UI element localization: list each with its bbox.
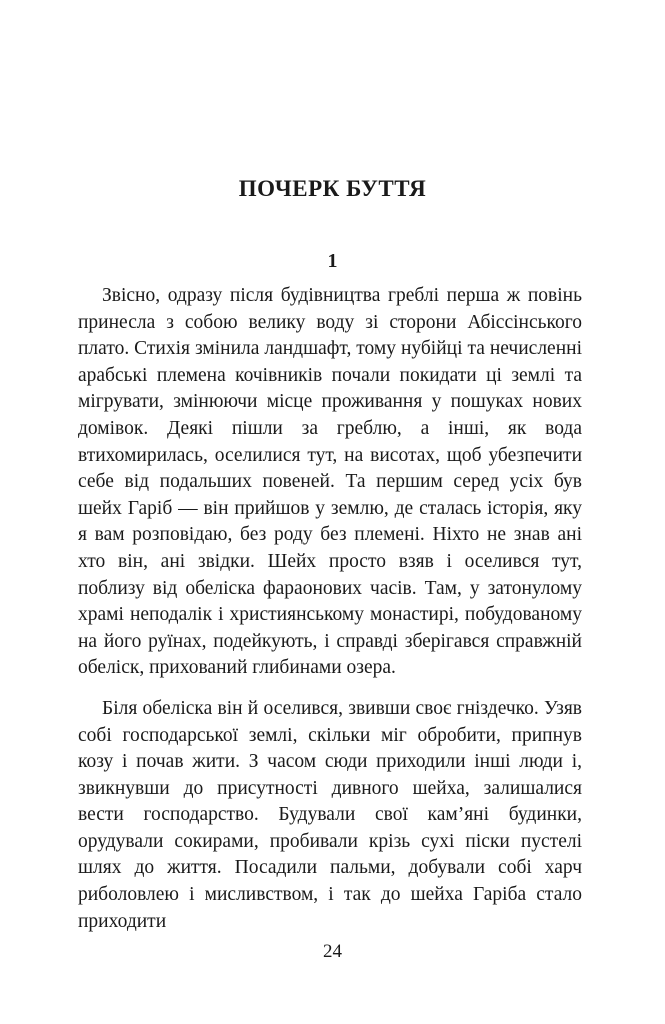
section-number: 1 bbox=[327, 250, 338, 272]
chapter-title: ПОЧЕРК БУТТЯ bbox=[238, 176, 427, 201]
page-number: 24 bbox=[323, 941, 342, 962]
paragraph: Біля обеліска він й оселився, звивши своє гніздечко. Узяв собі господарської землі, скільки міг обробити, припнув козу і почав жити. З часом сюди приходили інші люди і, звикнувши до присутності дивного шейха, залишалися вести господарство. Будували свої кам’яні будинки, орудували сокирами, пробивали крізь сухі піски пустелі шлях до життя. Посадили пальми, добували собі харч риболовлею і мисливством, і так до шейха Гаріба стало приходити bbox=[78, 697, 582, 932]
body-text bbox=[78, 283, 582, 935]
paragraph: Звісно, одразу після будівництва греблі перша ж повінь принесла з собою велику воду зі сторони Абіссінського плато. Стихія змінила ландшафт, тому нубійці та нечисленні арабські племена кочівників почали покидати ці землі та мігрувати, змінюючи місце проживання у пошуках нових домівок. Деякі пішли за греблю, а інші, як вода втихомирилась, оселилися тут, на висотах, щоб убезпечити себе від подальших повеней. Та першим серед усіх був шейх Гаріб — він прийшов у землю, де сталась історія, яку я вам розповідаю, без роду без племені. Ніхто не знав ані хто він, ані звідки. Шейх просто взяв і оселився тут, поблизу від обеліска фараонових часів. Там, у затонулому храмі неподалік і християнському монастирі, побудованому на його руїнах, подейкують, і справді зберігався справжній обеліск, прихований глибинами озера. bbox=[78, 285, 582, 679]
